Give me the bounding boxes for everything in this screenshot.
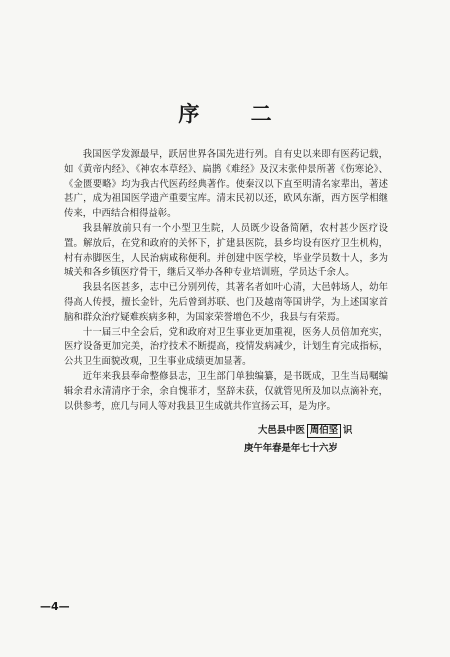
preface-body — [64, 148, 388, 414]
page-number: —4— — [40, 600, 70, 613]
paragraph-1: 我国医学发源最早，跃居世界各国先进行列。自有史以来即有医药记载，如《黄帝内经》、《神农本草经》、扁鹊《难经》及汉末张仲景所著《伤寒论》、《金匮要略》均为我古代医药经典著作。使秦汉以下直至明清名家辈出，著述甚广，成为祖国医学遗产重要宝库。清末民初以还，欧风东渐，西方医学相继传来，中西结合相得益彰。 — [64, 149, 388, 220]
signature-name: 周伯坚 — [307, 424, 341, 438]
paragraph-5: 近年来我县奉命整修县志，卫生部门单独编纂，是书既成，卫生当局嘱编辑余君永清清序于余，余自愧菲才，坚辞未获，仅就管见所及加以点滴补充，以供参考，庶几与同人等对我县卫生成就共作宣扬云耳，是为序。 — [64, 370, 388, 412]
signature-date: 庚午年春是年七十六岁 — [244, 443, 338, 454]
signature-line — [258, 424, 394, 438]
paragraph-3: 我县名医甚多，志中已分别列传，其著名者如叶心清，大邑韩场人，幼年得高人传授，擅长金针，先后曾到苏联、也门及越南等国讲学，为上述国家首脑和群众治疗疑难疾病多种，为国家荣誉增色不少，我县与有荣焉。 — [64, 282, 388, 323]
signature-block — [244, 424, 394, 456]
paragraph-2: 我县解放前只有一个小型卫生院，人员既少设备简陋，农村甚少医疗设置。解放后，在党和政府的关怀下，扩建县医院，县乡均设有医疗卫生机构，村有赤脚医生，人民治病咸称便利。并创建中医学校，毕业学员数十人，多为城关和各乡镇医疗骨干，继后又举办各种专业培训班，学员达千余人。 — [64, 222, 388, 279]
signature-suffix: 识 — [343, 425, 353, 436]
signature-org: 大邑县中医 — [258, 425, 305, 436]
page-title: 序 二 — [178, 101, 294, 126]
paragraph-4: 十一届三中全会后，党和政府对卫生事业更加重视，医务人员倍加充实，医疗设备更加完美，治疗技术不断提高，疫情发病减少，计划生育完成指标，公共卫生面貌改观，卫生事业成绩更加显著。 — [64, 326, 388, 368]
